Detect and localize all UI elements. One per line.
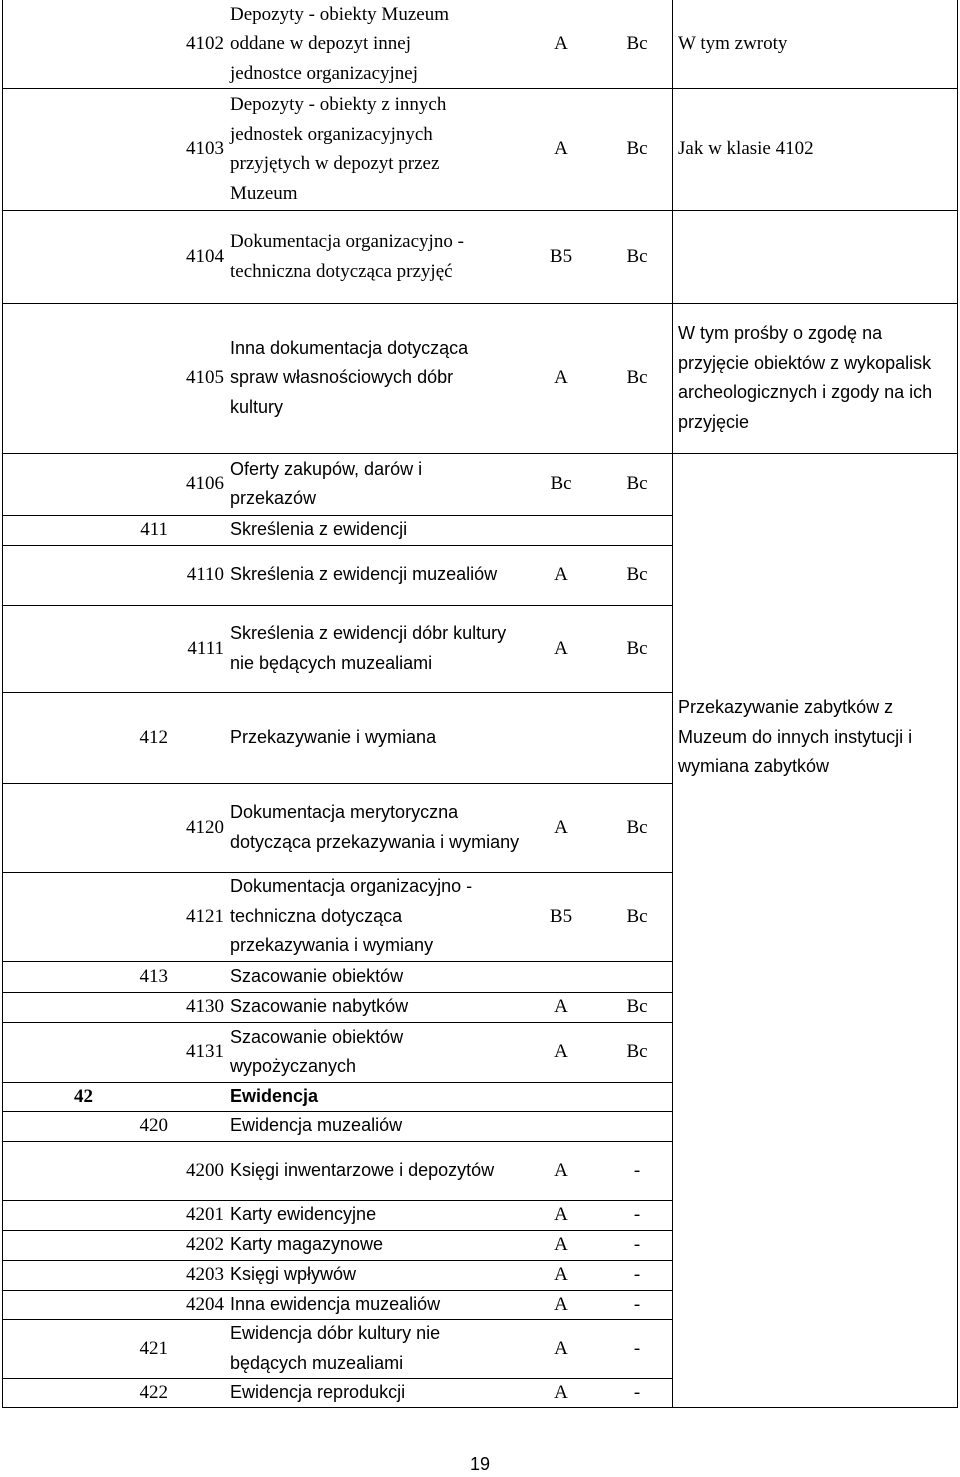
- row-period: -: [633, 1159, 641, 1181]
- row-period: [602, 1082, 672, 1111]
- row-description: Skreślenia z ewidencji muzealiów: [230, 564, 498, 585]
- row-category: [520, 961, 602, 992]
- row-level2-code: [110, 783, 170, 872]
- row-level2-code: [110, 1082, 170, 1111]
- row-description: Karty magazynowe: [230, 1234, 384, 1255]
- row-description: Skreślenia z ewidencji dóbr kultury nie będących muzealiami: [230, 623, 507, 673]
- row-category: A: [554, 1234, 568, 1256]
- row-category: [520, 515, 602, 545]
- row-level2-code: 421: [139, 1337, 168, 1359]
- row-period: -: [633, 1382, 641, 1404]
- row-level1-code: [2, 210, 110, 303]
- row-category: A: [554, 138, 568, 160]
- row-level2-code: [110, 453, 170, 515]
- row-period: Bc: [626, 138, 648, 160]
- row-category: Bc: [550, 473, 572, 495]
- row-description: Ewidencja: [230, 1085, 319, 1106]
- row-description: Karty ewidencyjne: [230, 1204, 377, 1225]
- row-period: -: [633, 1337, 641, 1359]
- row-level1-code: [2, 1022, 110, 1082]
- row-level2-code: [110, 1260, 170, 1290]
- row-period: Bc: [626, 1041, 648, 1063]
- page-number: 19: [469, 1454, 491, 1474]
- row-level3-code: 4106: [186, 473, 224, 495]
- row-period: Bc: [626, 905, 648, 927]
- row-category: A: [554, 816, 568, 838]
- row-level3-code: [170, 1378, 228, 1408]
- row-level3-code: 4104: [186, 245, 224, 267]
- row-category: A: [554, 1204, 568, 1226]
- row-remarks: W tym zwroty: [678, 33, 788, 55]
- row-level2-code: [110, 1022, 170, 1082]
- row-level1-code: [2, 961, 110, 992]
- row-category: A: [554, 996, 568, 1018]
- row-period: -: [633, 1264, 641, 1286]
- row-period: Bc: [626, 816, 648, 838]
- row-level1-code: [2, 515, 110, 545]
- row-description: Oferty zakupów, darów i przekazów: [230, 458, 423, 508]
- row-level3-code: [170, 1111, 228, 1141]
- row-description: Szacowanie nabytków: [230, 996, 409, 1017]
- row-description: Przekazywanie i wymiana: [230, 726, 437, 747]
- row-level3-code: 4201: [186, 1204, 224, 1226]
- row-category: A: [554, 1159, 568, 1181]
- row-level1-code: 42: [74, 1085, 93, 1107]
- row-level3-code: [170, 692, 228, 783]
- row-level2-code: [110, 210, 170, 303]
- row-description: Księgi inwentarzowe i depozytów: [230, 1159, 495, 1180]
- row-level3-code: 4105: [186, 367, 224, 389]
- row-remarks: Jak w klasie 4102: [678, 138, 814, 160]
- row-level1-code: [2, 1230, 110, 1260]
- row-category: A: [554, 33, 568, 55]
- row-level2-code: 422: [139, 1382, 168, 1404]
- row-level2-code: [110, 1230, 170, 1260]
- row-level3-code: [170, 1319, 228, 1378]
- row-remarks: Przekazywanie zabytków z Muzeum do innych instytucji i wymiana zabytków: [678, 697, 913, 777]
- row-level2-code: 412: [139, 726, 168, 748]
- row-level2-code: [110, 1290, 170, 1319]
- row-level1-code: [2, 872, 110, 961]
- row-level1-code: [2, 1319, 110, 1378]
- row-period: -: [633, 1204, 641, 1226]
- row-description: Dokumentacja organizacyjno - techniczna dotycząca przekazywania i wymiany: [230, 876, 473, 956]
- row-level1-code: [2, 88, 110, 210]
- row-description: Inna dokumentacja dotycząca spraw własnościowych dóbr kultury: [230, 337, 469, 417]
- row-category: B5: [549, 245, 573, 267]
- row-description: Księgi wpływów: [230, 1264, 357, 1285]
- row-level3-code: 4120: [186, 816, 224, 838]
- row-category: A: [554, 1264, 568, 1286]
- row-category: A: [554, 1382, 568, 1404]
- row-period: Bc: [626, 367, 648, 389]
- row-description: Depozyty - obiekty Muzeum oddane w depozyt innej jednostce organizacyjnej: [230, 3, 449, 84]
- row-level1-code: [2, 783, 110, 872]
- row-period: Bc: [626, 473, 648, 495]
- row-period: Bc: [626, 33, 648, 55]
- row-level1-code: [2, 1290, 110, 1319]
- row-level1-code: [2, 545, 110, 605]
- row-level1-code: [2, 1378, 110, 1408]
- row-period: -: [633, 1293, 641, 1315]
- row-level3-code: 4121: [186, 905, 224, 927]
- row-level3-code: 4200: [186, 1159, 224, 1181]
- row-category: [520, 1082, 602, 1111]
- row-level1-code: [2, 1111, 110, 1141]
- row-category: A: [554, 564, 568, 586]
- row-level1-code: [2, 1141, 110, 1200]
- row-level3-code: 4103: [186, 138, 224, 160]
- row-level2-code: [110, 0, 170, 88]
- row-level3-code: 4131: [186, 1041, 224, 1063]
- classification-table: [2, 0, 958, 1408]
- row-period: Bc: [626, 245, 648, 267]
- row-level2-code: [110, 1200, 170, 1230]
- row-description: Szacowanie obiektów: [230, 965, 404, 986]
- row-level1-code: [2, 1200, 110, 1230]
- row-period: Bc: [626, 637, 648, 659]
- row-category: [520, 692, 602, 783]
- row-description: Ewidencja dóbr kultury nie będących muzealiami: [230, 1323, 441, 1373]
- row-level2-code: [110, 88, 170, 210]
- row-category: A: [554, 1293, 568, 1315]
- row-period: [602, 692, 672, 783]
- row-level3-code: [170, 961, 228, 992]
- row-level2-code: [110, 605, 170, 692]
- row-level3-code: [170, 1082, 228, 1111]
- row-remarks: W tym prośby o zgodę na przyjęcie obiektów z wykopalisk archeologicznych i zgody na ich przyjęcie: [678, 323, 933, 432]
- row-level3-code: 4204: [186, 1293, 224, 1315]
- table-rule: [672, 0, 673, 1408]
- row-level2-code: [110, 872, 170, 961]
- row-category: A: [554, 367, 568, 389]
- row-level3-code: 4110: [186, 564, 224, 586]
- row-category: [520, 1111, 602, 1141]
- row-level1-code: [2, 0, 110, 88]
- row-description: Dokumentacja merytoryczna dotycząca przekazywania i wymiany: [230, 802, 520, 852]
- row-category: A: [554, 637, 568, 659]
- row-level2-code: 411: [140, 519, 168, 541]
- row-category: B5: [549, 905, 573, 927]
- row-level1-code: [2, 605, 110, 692]
- row-category: A: [554, 1041, 568, 1063]
- row-description: Szacowanie obiektów wypożyczanych: [230, 1026, 404, 1076]
- row-level3-code: 4130: [186, 996, 224, 1018]
- row-level2-code: [110, 303, 170, 453]
- row-level3-code: 4202: [186, 1234, 224, 1256]
- row-level2-code: [110, 992, 170, 1022]
- row-description: Depozyty - obiekty z innych jednostek organizacyjnych przyjętych w depozyt przez Muzeum: [230, 94, 447, 204]
- row-category: A: [554, 1337, 568, 1359]
- row-level2-code: [110, 1141, 170, 1200]
- row-level1-code: [2, 992, 110, 1022]
- row-description: Ewidencja reprodukcji: [230, 1382, 406, 1403]
- row-period: Bc: [626, 564, 648, 586]
- row-level1-code: [2, 692, 110, 783]
- row-description: Skreślenia z ewidencji: [230, 519, 408, 540]
- row-level2-code: 413: [139, 965, 168, 987]
- row-period: [602, 515, 672, 545]
- row-level3-code: 4203: [186, 1264, 224, 1286]
- row-description: Ewidencja muzealiów: [230, 1115, 403, 1136]
- row-level3-code: [170, 515, 228, 545]
- row-level2-code: 420: [139, 1115, 168, 1137]
- row-level2-code: [110, 545, 170, 605]
- row-level1-code: [2, 1260, 110, 1290]
- row-period: [602, 1111, 672, 1141]
- row-level3-code: 4111: [187, 637, 224, 659]
- row-period: Bc: [626, 996, 648, 1018]
- row-level1-code: [2, 453, 110, 515]
- row-description: Inna ewidencja muzealiów: [230, 1293, 441, 1314]
- row-description: Dokumentacja organizacyjno - techniczna dotycząca przyjęć: [230, 231, 464, 282]
- row-level3-code: 4102: [186, 33, 224, 55]
- row-period: -: [633, 1234, 641, 1256]
- row-period: [602, 961, 672, 992]
- table-rule: [957, 0, 958, 1408]
- row-level1-code: [2, 303, 110, 453]
